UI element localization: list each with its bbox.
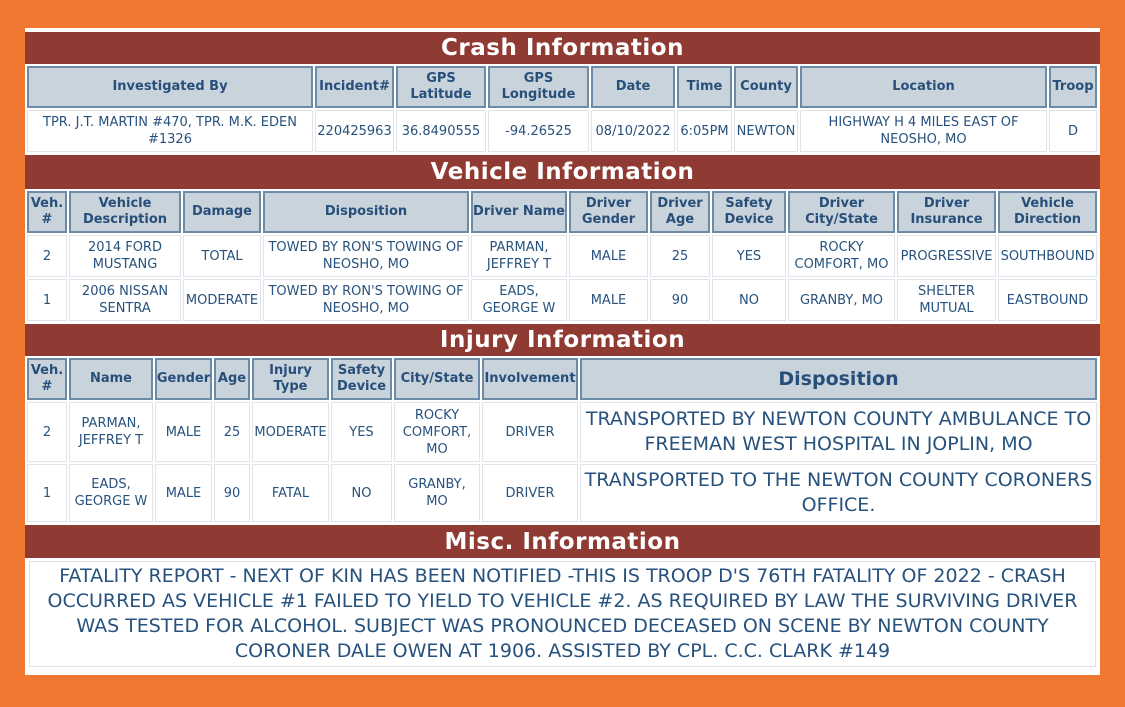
injury-header-injury-type: Injury Type [252, 358, 329, 400]
vehicle-header-damage: Damage [183, 191, 261, 233]
vehicle-information-title: Vehicle Information [25, 155, 1100, 189]
injury-row-1-city-state: ROCKY COMFORT, MO [394, 402, 480, 462]
crash-troop: D [1049, 110, 1097, 152]
vehicle-row-1-description: 2014 FORD MUSTANG [69, 235, 181, 277]
injury-row-1-gender: MALE [155, 402, 212, 462]
injury-row-2-city-state: GRANBY, MO [394, 464, 480, 522]
vehicle-row-1-driver-name: PARMAN, JEFFREY T [471, 235, 567, 277]
crash-header-location: Location [800, 66, 1047, 108]
vehicle-header-direction: Vehicle Direction [998, 191, 1097, 233]
vehicle-row-2-safety-device: NO [712, 279, 786, 321]
vehicle-row-2-direction: EASTBOUND [998, 279, 1097, 321]
vehicle-row-1-safety-device: YES [712, 235, 786, 277]
injury-header-safety-device: Safety Device [331, 358, 392, 400]
injury-row-1-name: PARMAN, JEFFREY T [69, 402, 153, 462]
crash-header-troop: Troop [1049, 66, 1097, 108]
injury-header-disposition: Disposition [580, 358, 1097, 400]
vehicle-row-1-driver-insurance: PROGRESSIVE [897, 235, 996, 277]
vehicle-row-1-driver-gender: MALE [569, 235, 648, 277]
injury-row-1-involvement: DRIVER [482, 402, 578, 462]
vehicle-row-2-disposition: TOWED BY RON'S TOWING OF NEOSHO, MO [263, 279, 469, 321]
crash-time: 6:05PM [677, 110, 732, 152]
crash-header-date: Date [591, 66, 675, 108]
injury-row-1-veh-number: 2 [27, 402, 67, 462]
vehicle-header-driver-city-state: Driver City/State [788, 191, 895, 233]
vehicle-row-1-driver-age: 25 [650, 235, 710, 277]
vehicle-header-driver-age: Driver Age [650, 191, 710, 233]
crash-location: HIGHWAY H 4 MILES EAST OF NEOSHO, MO [800, 110, 1047, 152]
crash-report [25, 28, 1100, 675]
injury-information-title: Injury Information [25, 324, 1100, 356]
vehicle-header-driver-gender: Driver Gender [569, 191, 648, 233]
crash-header-gps-latitude: GPS Latitude [396, 66, 486, 108]
injury-row-2-name: EADS, GEORGE W [69, 464, 153, 522]
injury-header-veh-number: Veh. # [27, 358, 67, 400]
injury-header-gender: Gender [155, 358, 212, 400]
injury-row-2-safety-device: NO [331, 464, 392, 522]
crash-gps-latitude: 36.8490555 [396, 110, 486, 152]
injury-row-2-gender: MALE [155, 464, 212, 522]
vehicle-header-description: Vehicle Description [69, 191, 181, 233]
vehicle-row-1-direction: SOUTHBOUND [998, 235, 1097, 277]
injury-header-involvement: Involvement [482, 358, 578, 400]
injury-row-2-age: 90 [214, 464, 250, 522]
vehicle-header-disposition: Disposition [263, 191, 469, 233]
crash-header-county: County [734, 66, 798, 108]
vehicle-row-2-driver-gender: MALE [569, 279, 648, 321]
injury-row-1-age: 25 [214, 402, 250, 462]
injury-row-1-safety-device: YES [331, 402, 392, 462]
injury-row-2-involvement: DRIVER [482, 464, 578, 522]
injury-header-name: Name [69, 358, 153, 400]
vehicle-row-2-description: 2006 NISSAN SENTRA [69, 279, 181, 321]
crash-date: 08/10/2022 [591, 110, 675, 152]
injury-row-1-injury-type: MODERATE [252, 402, 329, 462]
vehicle-header-driver-name: Driver Name [471, 191, 567, 233]
vehicle-header-safety-device: Safety Device [712, 191, 786, 233]
vehicle-row-2-driver-age: 90 [650, 279, 710, 321]
vehicle-row-2-damage: MODERATE [183, 279, 261, 321]
injury-header-city-state: City/State [394, 358, 480, 400]
injury-row-2-injury-type: FATAL [252, 464, 329, 522]
crash-header-time: Time [677, 66, 732, 108]
crash-investigated-by: TPR. J.T. MARTIN #470, TPR. M.K. EDEN #1326 [27, 110, 313, 152]
vehicle-row-2-driver-city-state: GRANBY, MO [788, 279, 895, 321]
crash-header-investigated-by: Investigated By [27, 66, 313, 108]
vehicle-header-veh-number: Veh. # [27, 191, 67, 233]
crash-incident-number: 220425963 [315, 110, 394, 152]
vehicle-row-2-driver-name: EADS, GEORGE W [471, 279, 567, 321]
vehicle-header-driver-insurance: Driver Insurance [897, 191, 996, 233]
injury-row-1-disposition: TRANSPORTED BY NEWTON COUNTY AMBULANCE TO FREEMAN WEST HOSPITAL IN JOPLIN, MO [580, 402, 1097, 462]
crash-header-gps-longitude: GPS Longitude [488, 66, 589, 108]
crash-information-title: Crash Information [25, 32, 1100, 64]
vehicle-row-1-damage: TOTAL [183, 235, 261, 277]
misc-information-title: Misc. Information [25, 525, 1100, 558]
misc-information-text: FATALITY REPORT - NEXT OF KIN HAS BEEN NOTIFIED -THIS IS TROOP D'S 76TH FATALITY OF 2022 - CRASH OCCURRED AS VEHICLE #1 FAILED TO YIELD TO VEHICLE #2. AS REQUIRED BY LAW THE SURVIVING DRIVER WAS TESTED FOR ALCOHOL. SUBJECT WAS PRONOUNCED DECEASED ON SCENE BY NEWTON COUNTY CORONER DALE OWEN AT 1906. ASSISTED BY CPL. C.C. CLARK #149 [29, 561, 1096, 667]
crash-county: NEWTON [734, 110, 798, 152]
injury-row-2-veh-number: 1 [27, 464, 67, 522]
vehicle-row-1-driver-city-state: ROCKY COMFORT, MO [788, 235, 895, 277]
vehicle-row-2-veh-number: 1 [27, 279, 67, 321]
injury-header-age: Age [214, 358, 250, 400]
vehicle-row-1-disposition: TOWED BY RON'S TOWING OF NEOSHO, MO [263, 235, 469, 277]
crash-gps-longitude: -94.26525 [488, 110, 589, 152]
crash-header-incident: Incident# [315, 66, 394, 108]
injury-row-2-disposition: TRANSPORTED TO THE NEWTON COUNTY CORONERS OFFICE. [580, 464, 1097, 522]
vehicle-row-1-veh-number: 2 [27, 235, 67, 277]
vehicle-row-2-driver-insurance: SHELTER MUTUAL [897, 279, 996, 321]
